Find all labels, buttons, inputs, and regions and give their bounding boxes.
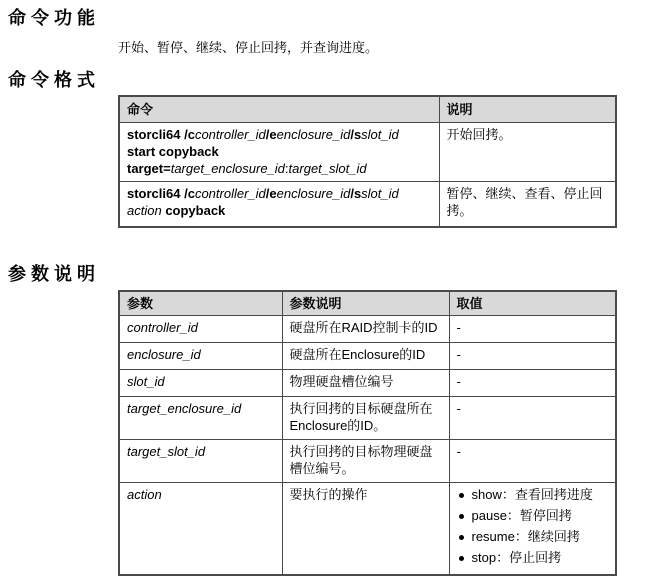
bullet-icon bbox=[459, 514, 464, 519]
command-line bbox=[127, 160, 432, 177]
table-row bbox=[119, 122, 616, 181]
command-table-header-row bbox=[119, 96, 616, 122]
param-name-cell: target_enclosure_id bbox=[119, 397, 282, 440]
param-value-cell bbox=[449, 483, 616, 576]
command-token: controller_id bbox=[194, 185, 266, 201]
bullet-icon bbox=[459, 493, 464, 498]
command-table-header-description: 说明 bbox=[439, 96, 616, 122]
command-token: /e bbox=[265, 185, 277, 201]
command-description-cell: 开始回拷。 bbox=[439, 122, 616, 181]
parameter-table-header-value: 取值 bbox=[449, 291, 616, 316]
command-token: enclosure_id bbox=[276, 185, 351, 201]
action-value-item bbox=[457, 550, 609, 566]
param-name-cell: controller_id bbox=[119, 316, 282, 343]
command-description-cell: 暂停、继续、查看、停止回拷。 bbox=[439, 181, 616, 227]
param-name-cell: slot_id bbox=[119, 370, 282, 397]
command-token: slot_id bbox=[361, 126, 399, 142]
command-token: slot_id bbox=[361, 185, 399, 201]
param-value-cell: - bbox=[449, 440, 616, 483]
command-cell bbox=[119, 122, 439, 181]
command-line bbox=[127, 143, 432, 160]
table-row bbox=[119, 440, 616, 483]
command-table-header-command: 命令 bbox=[119, 96, 439, 122]
param-value-cell: - bbox=[449, 316, 616, 343]
param-value-cell: - bbox=[449, 343, 616, 370]
parameter-table-header-row bbox=[119, 291, 616, 316]
command-function-text: 开始、暂停、继续、停止回拷，并查询进度。 bbox=[118, 40, 379, 55]
table-row bbox=[119, 397, 616, 440]
command-token: /e bbox=[265, 126, 277, 142]
action-value-item bbox=[457, 529, 609, 545]
param-description-cell: 要执行的操作 bbox=[282, 483, 449, 576]
param-value-cell: - bbox=[449, 370, 616, 397]
table-row bbox=[119, 343, 616, 370]
parameter-table-header-param: 参数 bbox=[119, 291, 282, 316]
command-line bbox=[127, 126, 432, 143]
command-token: target= bbox=[127, 160, 171, 176]
action-value-item bbox=[457, 508, 609, 524]
command-token: target_enclosure_id bbox=[170, 160, 285, 176]
command-token: target_slot_id bbox=[288, 160, 367, 176]
param-description-cell: 硬盘所在Enclosure的ID bbox=[282, 343, 449, 370]
param-name-cell: target_slot_id bbox=[119, 440, 282, 483]
command-token: storcli64 /c bbox=[127, 185, 195, 201]
bullet-icon bbox=[459, 535, 464, 540]
table-row bbox=[119, 483, 616, 576]
action-value-text: pause：暂停回拷 bbox=[471, 508, 572, 523]
action-value-text: resume：继续回拷 bbox=[471, 529, 580, 544]
param-description-cell: 硬盘所在RAID控制卡的ID bbox=[282, 316, 449, 343]
section-title-command-function: 命令功能 bbox=[8, 8, 100, 28]
table-row bbox=[119, 181, 616, 227]
param-description-cell: 执行回拷的目标物理硬盘槽位编号。 bbox=[282, 440, 449, 483]
section-title-command-format: 命令格式 bbox=[8, 70, 100, 90]
command-token: /s bbox=[350, 126, 362, 142]
table-row bbox=[119, 316, 616, 343]
parameter-table bbox=[118, 290, 617, 576]
command-token: /s bbox=[350, 185, 362, 201]
section-title-parameters: 参数说明 bbox=[8, 264, 100, 284]
command-cell bbox=[119, 181, 439, 227]
param-description-cell: 执行回拷的目标硬盘所在Enclosure的ID。 bbox=[282, 397, 449, 440]
command-line bbox=[127, 202, 432, 219]
command-token: controller_id bbox=[194, 126, 266, 142]
command-token: : bbox=[284, 160, 289, 176]
bullet-icon bbox=[459, 556, 464, 561]
param-name-cell: action bbox=[119, 483, 282, 576]
param-value-cell: - bbox=[449, 397, 616, 440]
param-name-cell: enclosure_id bbox=[119, 343, 282, 370]
action-value-text: show：查看回拷进度 bbox=[471, 487, 593, 502]
command-line bbox=[127, 185, 432, 202]
command-token: storcli64 /c bbox=[127, 126, 195, 142]
parameter-table-header-description: 参数说明 bbox=[282, 291, 449, 316]
command-token: start copyback bbox=[127, 143, 219, 159]
command-table bbox=[118, 95, 617, 228]
command-token: enclosure_id bbox=[276, 126, 351, 142]
command-token: action bbox=[127, 202, 166, 218]
action-value-text: stop：停止回拷 bbox=[471, 550, 562, 565]
action-value-list bbox=[457, 487, 609, 566]
table-row bbox=[119, 370, 616, 397]
param-description-cell: 物理硬盘槽位编号 bbox=[282, 370, 449, 397]
command-token: copyback bbox=[165, 202, 226, 218]
action-value-item bbox=[457, 487, 609, 503]
